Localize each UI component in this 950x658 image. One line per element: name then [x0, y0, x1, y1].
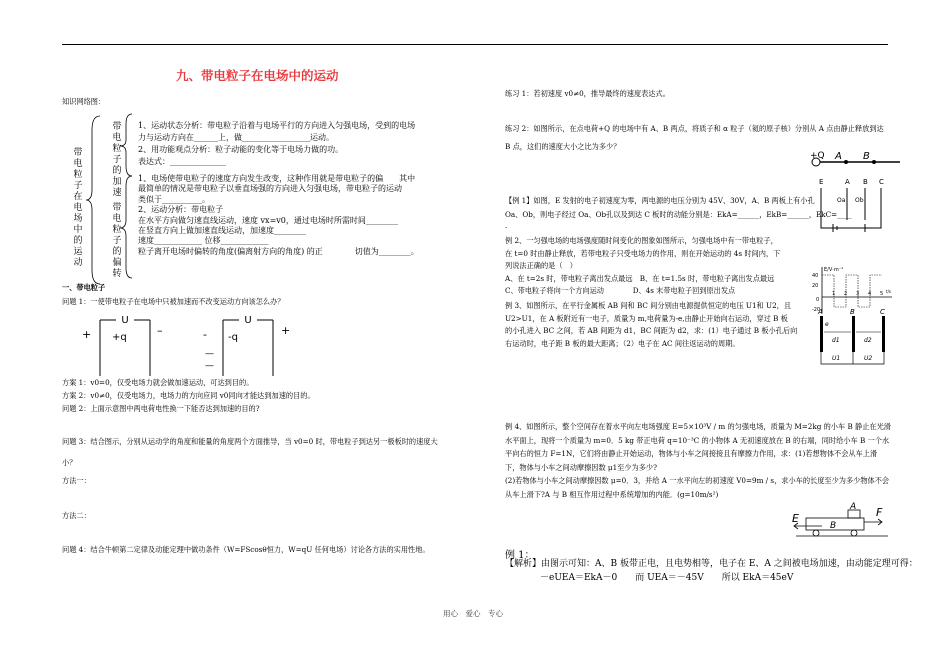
knowledge-label: 知识网络图： [62, 97, 106, 106]
example-2-line: C、带电粒子将向一个方向运动 D、4s 末带电粒子回到原出发点 [505, 286, 736, 295]
deflect-item: 在竖直方向上做加速直线运动，加速度________ [138, 226, 306, 236]
fig-b-label: B [863, 178, 868, 186]
circuit-1-minus: – [157, 324, 163, 337]
question-3-cont: 小？ [62, 458, 77, 467]
deflect-items [138, 174, 419, 257]
circuit-diagram-1 [60, 312, 180, 380]
header-rule [62, 44, 888, 45]
tree-root-label: 带电粒子在电场中的运动 [73, 148, 83, 268]
fig3-a-label: A [818, 308, 823, 316]
example-4 [505, 420, 891, 501]
solution-heading: 例 1： [505, 550, 535, 561]
tree-deflect-label: 带电粒子的偏转 [112, 203, 122, 279]
example-2-line: 在 t=0 时由静止释放，若带电粒子只受电场力的作用，则在开始运动的 4s 时间内，下 [505, 248, 781, 258]
plan-2: 方案 2：v0≠0，仅受电场力，电场力的方向应同 v0同向才能达到加速的目的。 [62, 391, 315, 400]
graph-xtick: 1 [832, 291, 836, 297]
fig3-e-label: e [825, 321, 829, 328]
plates-figure-ex3 [814, 306, 894, 368]
fig-a-label: A [845, 178, 850, 186]
question-1: 问题 1：一使带电粒子在电场中只被加速而不改变运动方向该怎么办？ [62, 297, 285, 306]
example-2 [505, 235, 780, 298]
method-1: 方法一： [62, 476, 91, 485]
cart-figure [792, 500, 892, 542]
example-1-line: Oa、Ob，则电子经过 Oa、Ob孔以及到达 C 板时的动能分别是：EkA=______，EkB=______，EkC=____ [505, 209, 852, 219]
example-1 [505, 196, 852, 232]
question-4: 问题 4：结合牛顿第二定律及动能定理中做功条件（W=FScosθ恒力，W=qU 任何电场）讨论各方法的实用性地。 [62, 545, 430, 554]
graph-xtick: 3 [856, 291, 860, 297]
page-title: 九、带电粒子在电场中的运动 [176, 68, 339, 83]
graph-xtick: 4 [868, 291, 872, 297]
cart-a-label: A [850, 502, 857, 512]
cart-b-label: B [830, 521, 837, 531]
deflect-item: 类似于__________。 [138, 194, 210, 204]
fig3-c-label: C [880, 308, 885, 316]
point-b-label: B [863, 151, 870, 162]
example-4-line: 水平面上，现将一个质量为 m=0．5 kg 带正电荷 q=10⁻³C 的小物体 A 无初速度放在 B 的右端，同时给小车 B 一个水 [505, 435, 890, 445]
example-2-line: 例 2、一匀强电场的电场强度随时间变化的图象如图所示，匀强电场中有一带电粒子， [505, 236, 778, 245]
svg-text:—: — [205, 361, 214, 371]
question-3: 问题 3：结合图示，分别从运动学的角度和能量的角度两个方面推导，当 v0=0 时，带电粒子到达另一极板时的速度大 [62, 437, 438, 446]
question-2: 问题 2：上面示意图中两电荷电性换一下能否达到加速的目的? [62, 404, 260, 413]
circuit-1-u: U [121, 315, 129, 326]
accel-item: 2、用功能观点分析：粒子动能的变化等于电场力做的功。 [138, 145, 344, 154]
cart-f-label: F [876, 506, 883, 519]
example-3 [505, 300, 797, 350]
circuit-1-plus: + [82, 328, 92, 341]
example-4-line: 下，物体与小车之间动摩擦因数 μ1至少为多少? [505, 462, 657, 472]
cart-e-label: E [792, 512, 799, 525]
svg-text:—: — [205, 349, 214, 359]
fig-ob-label: Ob [855, 197, 864, 204]
example-3-line: 右运动时，电子距 B 板的最大距离；（2）电子在 AC 间往返运动的周期。 [505, 338, 740, 348]
circuit-2-plus: + [281, 324, 291, 337]
example-1-line: . [505, 221, 508, 230]
graph-ytick: 0 [816, 297, 820, 303]
deflect-item: 速度____________ 位移____________ [138, 236, 269, 246]
graph-xlabel: t/s [886, 289, 891, 294]
fig-oa-label: Oa [837, 197, 846, 204]
circuit-2-charge: -q [228, 332, 238, 343]
fig3-d1-label: d1 [832, 337, 840, 344]
example-2-line: A、在 t=2s 时，带电粒子离出发点最远 B、在 t=1.5s 时，带电粒子离出发点最远 [505, 273, 775, 283]
deflect-item: 最简单的情况是带电粒子以垂直场强的方向进入匀强电场，带电粒子的运动 [138, 184, 402, 194]
graph-xtick: 5 [880, 291, 884, 297]
section-heading: 一、带电粒子 [62, 283, 106, 292]
point-a-label: A [835, 151, 842, 162]
method-2: 方法二： [62, 511, 91, 520]
example-4-line: 从车上滑下?A 与 B 相互作用过程中系统增加的内能．(g=10m/s²) [505, 489, 719, 499]
practice-2: 练习 2：如图所示，在点电荷+Q 的电场中有 A、B 两点，将质子和 α 粒子（氦的原子核）分别从 A 点由静止释放到达 [505, 124, 884, 133]
graph-ytick: 40 [812, 273, 819, 279]
fig-c-label: C [879, 178, 884, 186]
practice-1: 练习 1：若初速度 v0≠0，推导最终的速度表达式。 [505, 89, 670, 98]
circuit-2-u: U [244, 315, 252, 326]
plates-figure-ex1 [815, 176, 895, 236]
accel-items [138, 120, 415, 168]
accel-item: 力与运动方向在______上，做_________________运动。 [138, 133, 334, 142]
accel-item: 表达式：______________ [138, 157, 226, 166]
example-2-line: 列说法正确的是（ ） [505, 261, 577, 270]
graph-xtick: 2 [844, 291, 848, 297]
deflect-item: 在水平方向做匀速直线运动，速度 vx=v0，通过电场时所需时间________ [138, 215, 398, 225]
example-1-line: 【例 1】如图，E 发射的电子初速度为零，两电源的电压分别为 45V、30V，A、B 两板上有小孔 [505, 196, 815, 205]
example-4-line: (2)若物体与小车之间动摩擦因数 μ=0．3，并给 A 一水平向左的初速度 V0=9m / s，求小车的长度至少为多少物体不会 [505, 476, 890, 485]
example-3-line: 的小孔进入 BC 之间，若 AB 间距为 d1，BC 间距为 d2，求：(1）电子通过 B 板小孔后向 [505, 326, 798, 335]
example-4-line: 例 4、如图所示，整个空间存在着水平向左电场强度 E=5×10³V / m 的匀强电场，质量为 M=2kg 的小车 B 静止在光滑 [505, 422, 891, 431]
deflect-item: 1、电场使带电粒子的速度方向发生改变，这种作用就是带电粒子的偏 其中 [138, 174, 416, 183]
example-3-line: 例 3、如图所示，在平行金属板 AB 间和 BC 间分别由电源提供恒定的电压 U1和 U2，且 [505, 301, 792, 310]
deflect-item: 2、运动分析：带电粒子 [138, 205, 224, 215]
example-3-line: U2>U1，在 A 板附近有一电子，质量为 m,电荷量为-e,由静止开始向右运动，穿过 B 板 [505, 313, 788, 323]
circuit-2-minus: - [203, 328, 207, 341]
solution-line-2: －eUEA＝EkA－0 而 UEA＝－45V 所以 EkA＝45eV [540, 573, 794, 583]
graph-ytick: -20 [812, 307, 821, 313]
solution-line-1: 【解析】由图示可知：A、B 板带正电，且电势相等，电子在 E、A 之间被电场加速，由动能定理可得： [505, 559, 918, 569]
fig3-u2-label: U2 [864, 355, 873, 362]
graph-ylabel: E/V·m⁻¹ [824, 267, 844, 273]
circuit-1-charge: +q [112, 332, 127, 343]
fig3-u1-label: U1 [832, 355, 841, 362]
practice-2-cont: B 点，这们的速度大小之比为多少？ [505, 142, 621, 151]
example-4-line: 平向右的恒力 F=1N，它们将由静止开始运动，物体与小车之间接接且有摩擦力作用，求：(1)若想物体不会从车上滑 [505, 449, 878, 458]
point-charge-figure [808, 148, 908, 178]
circuit-diagram-2 [195, 312, 315, 380]
plan-1: 方案 1：v0=0，仅受电场力就会做加速运动，可达到目的。 [62, 378, 254, 387]
fig-e-label: E [819, 178, 824, 186]
graph-ytick: 20 [812, 283, 819, 289]
deflect-item: 粒子离开电场时偏转的角度(偏离射方向的角度) 的正 切值为________。 [138, 246, 419, 256]
page-footer: 用心 爱心 专心 [443, 609, 503, 618]
accel-item: 1、运动状态分析：带电粒子沿着与电场平行的方向进入匀强电场，受到的电场 [138, 121, 416, 130]
tree-accel-label: 带电粒子的加速 [112, 122, 122, 198]
fig3-d2-label: d2 [864, 337, 872, 344]
charge-label: +Q [810, 151, 825, 161]
fig3-b-label: B [850, 308, 855, 316]
